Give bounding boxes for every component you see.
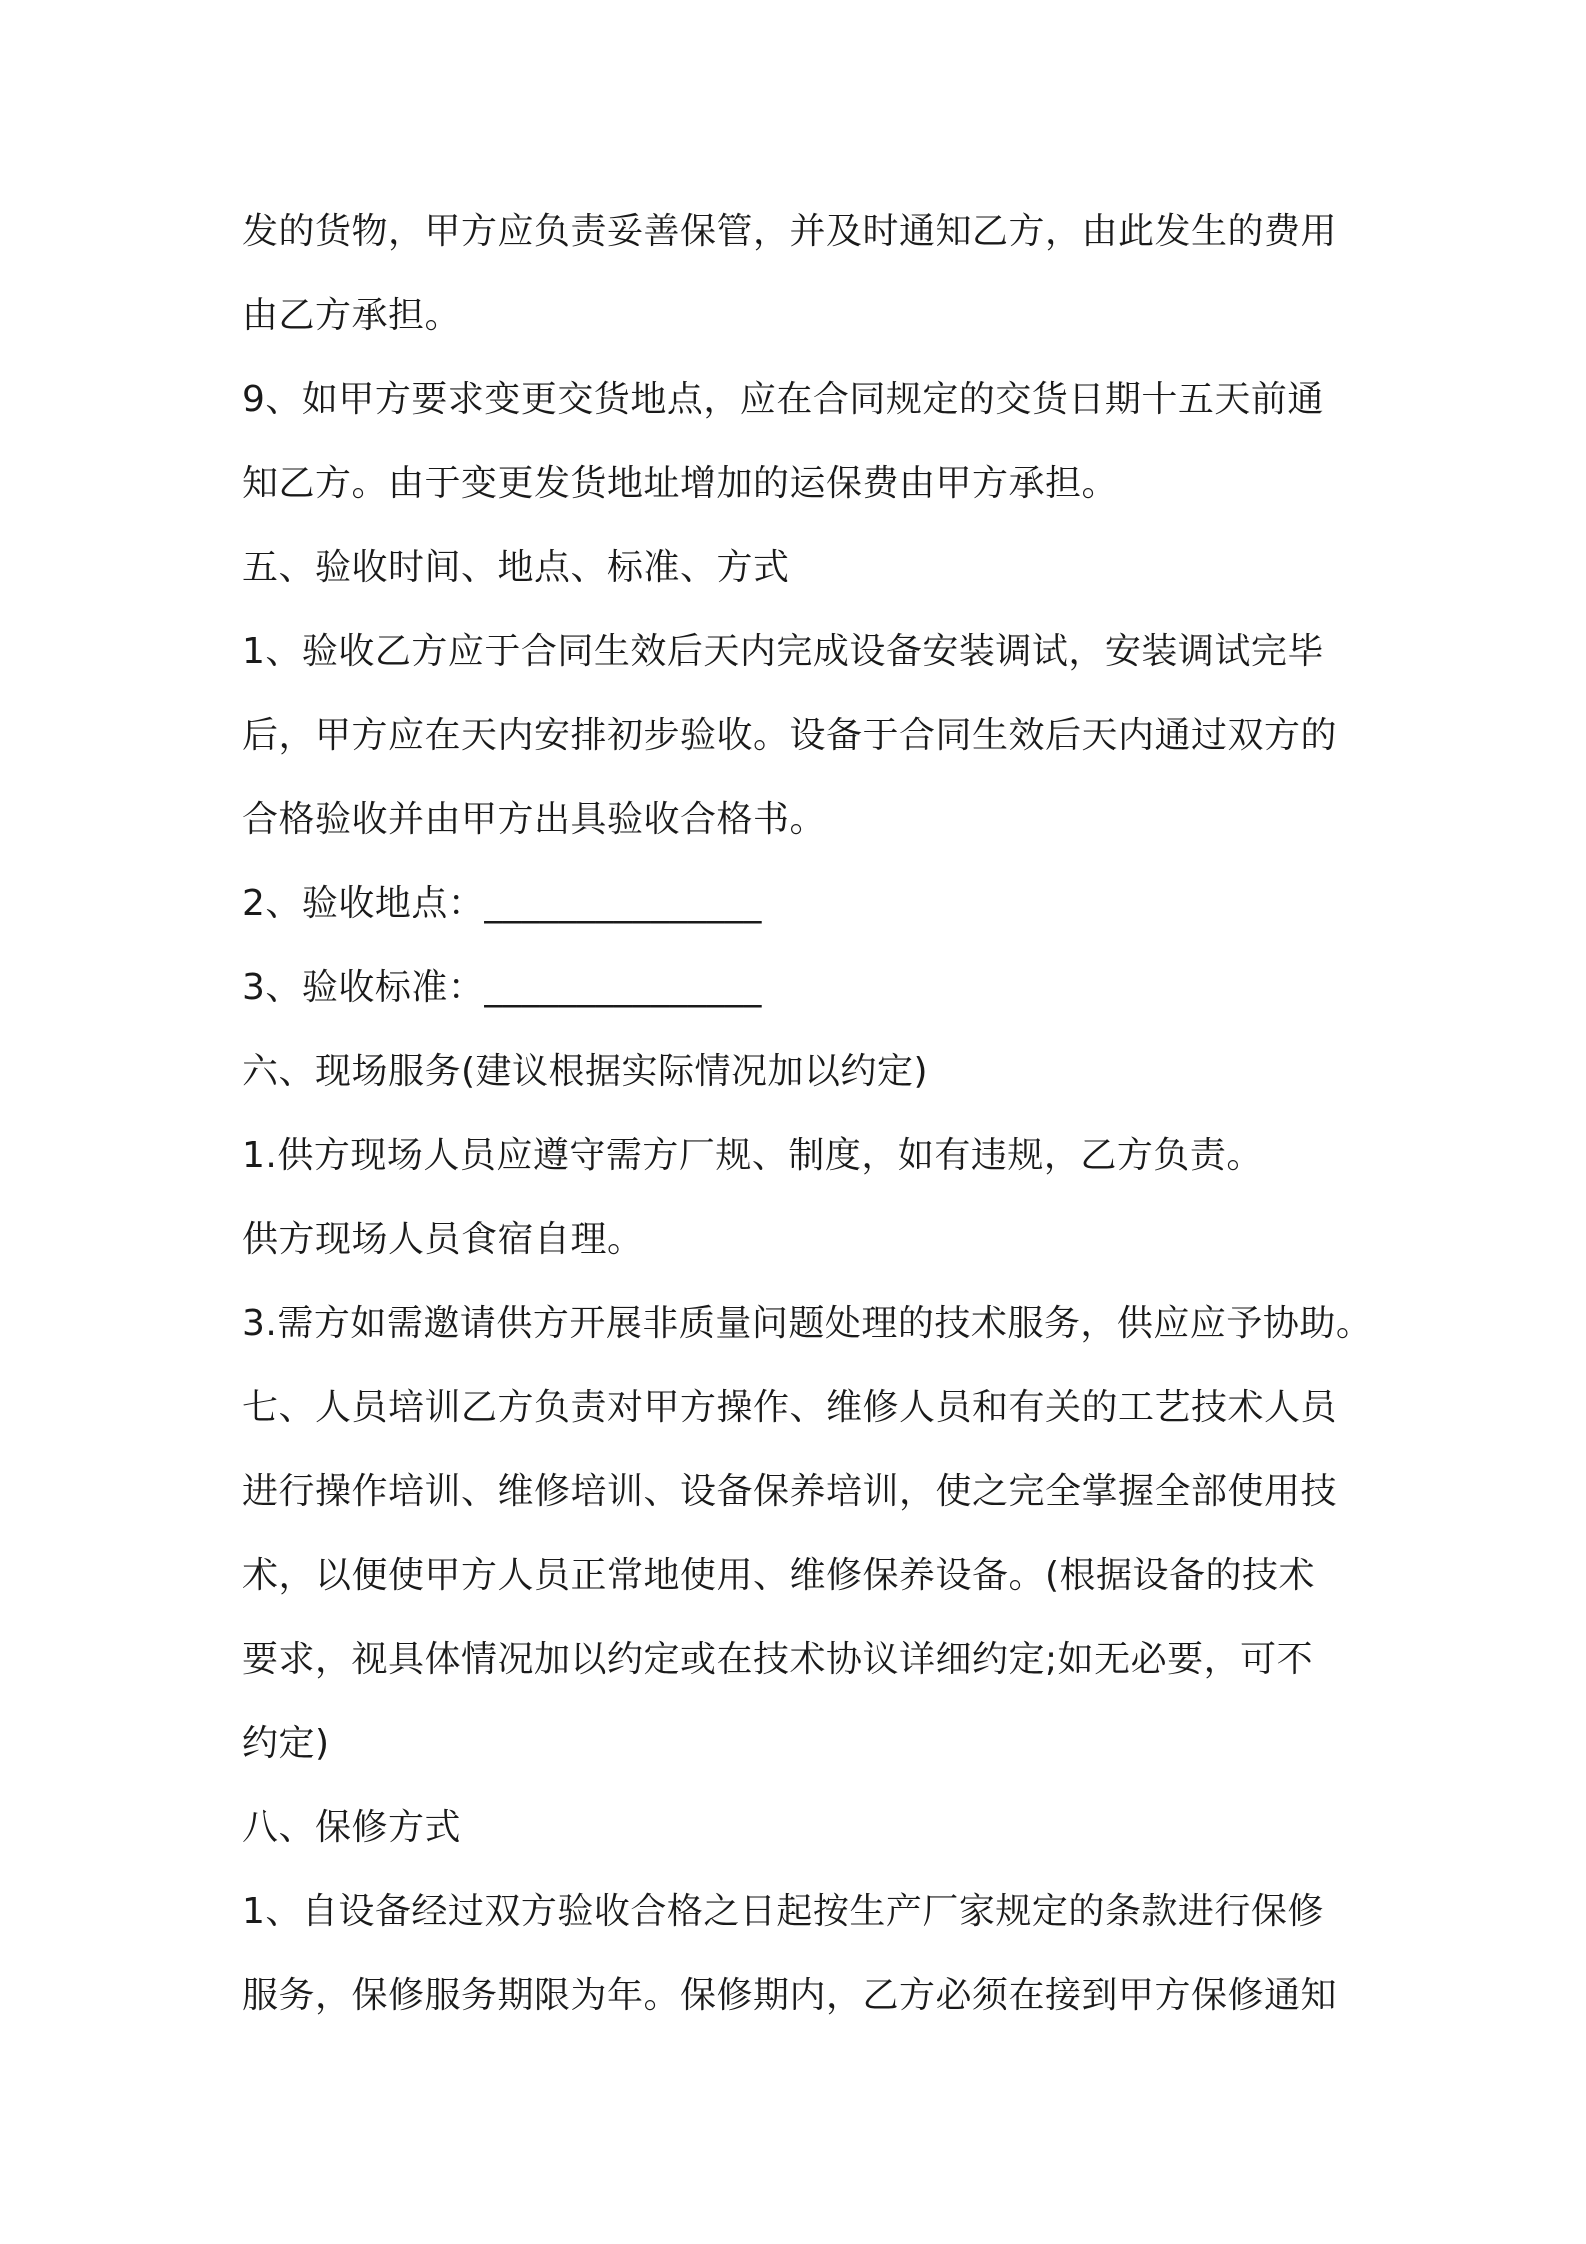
clause-8-1: 1、自设备经过双方验收合格之日起按生产厂家规定的条款进行保修 [242, 1891, 1324, 1932]
text-line: 发的货物，甲方应负责妥善保管，并及时通知乙方，由此发生的费用 [242, 211, 1338, 252]
document-body [242, 190, 1382, 2038]
clause-6-1: 1.供方现场人员应遵守需方厂规、制度，如有违规，乙方负责。 [242, 1135, 1263, 1176]
text-line: 术，以便使甲方人员正常地使用、维修保养设备。(根据设备的技术 [242, 1555, 1316, 1596]
section-heading-7: 七、人员培训乙方负责对甲方操作、维修人员和有关的工艺技术人员 [242, 1387, 1338, 1428]
text-line: 知乙方。由于变更发货地址增加的运保费由甲方承担。 [242, 463, 1119, 504]
text-line: 合格验收并由甲方出具验收合格书。 [242, 799, 827, 840]
text-line: 服务，保修服务期限为年。保修期内，乙方必须在接到甲方保修通知 [242, 1975, 1338, 2016]
text-line: 要求，视具体情况加以约定或在技术协议详细约定;如无必要，可不 [242, 1639, 1314, 1680]
clause-5-3-acceptance-standard: 3、验收标准：_______________ [242, 967, 762, 1008]
text-line: 由乙方承担。 [242, 295, 462, 336]
text-line: 约定) [242, 1723, 330, 1764]
section-heading-6: 六、现场服务(建议根据实际情况加以约定) [242, 1051, 929, 1092]
clause-5-2-acceptance-location: 2、验收地点：_______________ [242, 883, 762, 924]
text-line: 后，甲方应在天内安排初步验收。设备于合同生效后天内通过双方的 [242, 715, 1338, 756]
clause-9: 9、如甲方要求变更交货地点，应在合同规定的交货日期十五天前通 [242, 379, 1324, 420]
clause-5-1: 1、验收乙方应于合同生效后天内完成设备安装调试，安装调试完毕 [242, 631, 1324, 672]
section-heading-8: 八、保修方式 [242, 1807, 462, 1848]
clause-6-3: 3.需方如需邀请供方开展非质量问题处理的技术服务，供应应予协助。 [242, 1303, 1373, 1344]
text-line: 供方现场人员食宿自理。 [242, 1219, 644, 1260]
text-line: 进行操作培训、维修培训、设备保养培训，使之完全掌握全部使用技 [242, 1471, 1338, 1512]
section-heading-5: 五、验收时间、地点、标准、方式 [242, 547, 790, 588]
